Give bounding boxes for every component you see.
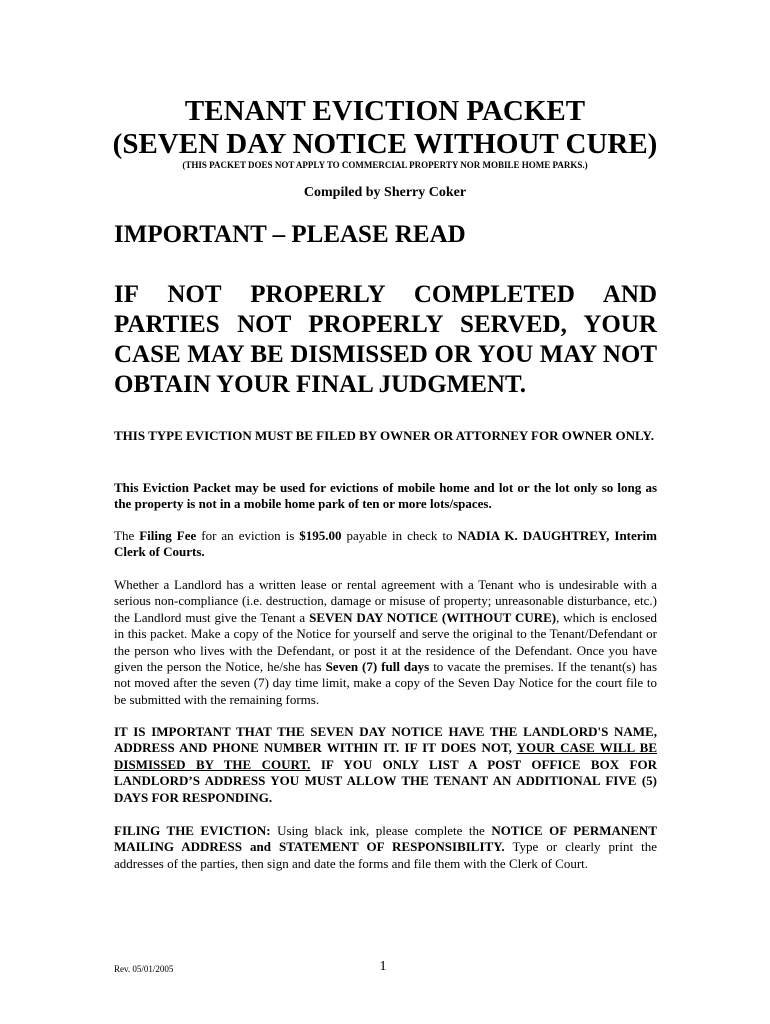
owner-only-paragraph: THIS TYPE EVICTION MUST BE FILED BY OWNER OR ATTORNEY FOR OWNER ONLY. bbox=[114, 428, 654, 443]
filing-paragraph bbox=[114, 823, 657, 872]
form-names: NOTICE OF PERMANENT MAILING ADDRESS and STATEMENT OF RESPONSIBILITY. bbox=[114, 823, 657, 855]
filing-fee-paragraph bbox=[114, 528, 657, 561]
important-heading: IMPORTANT – PLEASE READ bbox=[114, 221, 466, 248]
compiled-by: Compiled by Sherry Coker bbox=[303, 185, 467, 200]
document-title-line2: (SEVEN DAY NOTICE WITHOUT CURE) bbox=[112, 128, 658, 160]
filing-fee-text: payable in check to bbox=[341, 528, 458, 543]
important-notice-paragraph bbox=[114, 724, 657, 806]
page-number: 1 bbox=[379, 959, 387, 974]
landlord-text: to vacate the premises. If the tenant(s) has not moved after the seven (7) day time limit, make a copy of the Seven Day Notice for the court file to be submitted with the remaining forms. bbox=[114, 659, 658, 707]
landlord-text: , which is enclosed in this packet. Make a copy of the Notice for yourself and serve the original to the Tenant/Defendant or the person who lives with the Defendant, or post it at the residence of the Defendant. Once you have given the person the Notice, he/she has bbox=[114, 609, 657, 675]
filing-fee-amount: $195.00 bbox=[299, 528, 342, 543]
revision-date: Rev. 05/01/2005 bbox=[114, 964, 174, 974]
seven-day-notice-label: SEVEN DAY NOTICE (WITHOUT CURE) bbox=[309, 609, 557, 625]
payee-name: NADIA K. DAUGHTREY, Interim Clerk of Courts. bbox=[114, 528, 657, 560]
filing-text: Using black ink, please complete the bbox=[270, 823, 492, 838]
warning-heading: IF NOT PROPERLY COMPLETED AND PARTIES NOT PROPERLY SERVED, YOUR CASE MAY BE DISMISSED OR YOU MAY NOT OBTAIN YOUR FINAL JUDGMENT. bbox=[114, 281, 657, 398]
filing-fee-label: Filing Fee bbox=[139, 528, 197, 543]
important-notice-text: IT IS IMPORTANT THAT THE SEVEN DAY NOTICE HAVE THE LANDLORD'S NAME, ADDRESS AND PHONE NUMBER WITHIN IT. IF IT DOES NOT, bbox=[114, 724, 657, 756]
landlord-paragraph bbox=[114, 577, 657, 708]
landlord-text: Whether a Landlord has a written lease or rental agreement with a Tenant who is undesirable with a serious non-compliance (i.e. destruction, damage or misuse of property; unreasonable disturbance, etc.) the Landlord must give the Tenant a bbox=[114, 577, 657, 625]
filing-fee-text: The bbox=[114, 528, 140, 543]
document-subtitle: (THIS PACKET DOES NOT APPLY TO COMMERCIAL PROPERTY NOR MOBILE HOME PARKS.) bbox=[182, 160, 588, 170]
important-notice-text: IF YOU ONLY LIST A POST OFFICE BOX FOR LANDLORD’S ADDRESS YOU MUST ALLOW THE TENANT AN ADDITIONAL FIVE (5) DAYS FOR RESPONDING. bbox=[114, 756, 657, 805]
mobile-home-paragraph: This Eviction Packet may be used for evictions of mobile home and lot or the lot only so long as the property is not in a mobile home park of ten or more lots/spaces. bbox=[114, 480, 657, 512]
filing-fee-text: for an eviction is bbox=[196, 528, 300, 543]
seven-full-days-label: Seven (7) full days bbox=[325, 659, 430, 675]
document-title-line1: TENANT EVICTION PACKET bbox=[184, 95, 586, 127]
filing-text: Type or clearly print the addresses of the parties, then sign and date the forms and file them with the Clerk of Court. bbox=[114, 839, 657, 871]
filing-heading: FILING THE EVICTION: bbox=[114, 823, 271, 838]
dismissal-warning: YOUR CASE WILL BE DISMISSED BY THE COURT. bbox=[114, 740, 657, 772]
